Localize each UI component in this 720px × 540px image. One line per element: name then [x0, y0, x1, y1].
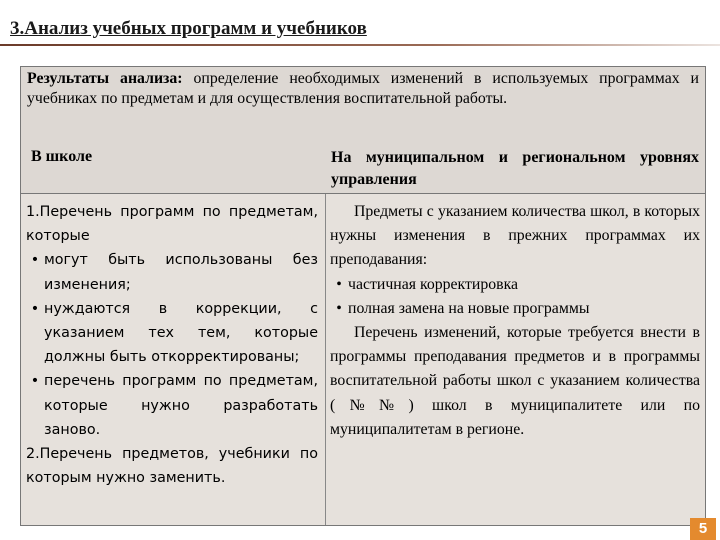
left-bullet-2 — [26, 297, 318, 370]
left-bullet-3-text: перечень программ по предметам, которые нужно разработать заново. — [44, 373, 318, 438]
title-underline-rule — [0, 44, 720, 46]
left-bullet-1-text: могут быть использованы без изменения; — [44, 252, 318, 293]
intro-label: Результаты анализа: — [27, 70, 183, 87]
left-item-1: 1.Перечень программ по предметам, которые — [26, 204, 318, 245]
left-bullet-3 — [26, 369, 318, 442]
intro-text — [27, 69, 699, 109]
table-header — [21, 67, 705, 194]
analysis-table — [20, 66, 706, 526]
table-body — [21, 194, 705, 525]
right-para-1: Предметы с указанием количества школ, в которых нужны изменения в прежних программах их преподавания: — [330, 203, 700, 269]
municipal-column — [330, 200, 700, 442]
intro-body: определение необходимых изменений в используемых программах и учебниках по предметам и для осуществления воспитательной работы. — [27, 70, 699, 107]
right-bullet-2-text: полная замена на новые программы — [348, 299, 590, 317]
right-bullet-1 — [330, 273, 700, 297]
school-column — [26, 200, 318, 490]
bullet-icon: • — [30, 252, 40, 269]
left-bullet-1 — [26, 248, 318, 296]
bullet-icon: • — [336, 275, 342, 293]
column-heading-school: В школе — [31, 148, 93, 165]
left-bullet-2-text: нуждаются в коррекции, с указанием тех тем, которые должны быть откорректированы; — [44, 300, 318, 366]
page-number-badge: 5 — [690, 518, 716, 540]
column-divider — [325, 194, 326, 525]
left-item-2: 2.Перечень предметов, учебники по которым нужно заменить. — [26, 446, 318, 487]
right-para-2: Перечень изменений, которые требуется внести в программы преподавания предметов и в программы воспитательной работы школ с указанием количества (№№) школ в муниципалитете или по муниципалитетам в регионе. — [330, 324, 700, 438]
bullet-icon: • — [30, 373, 40, 390]
right-bullet-2 — [330, 297, 700, 321]
right-bullet-1-text: частичная корректировка — [348, 275, 519, 293]
bullet-icon: • — [336, 299, 342, 317]
column-heading-municipal: На муниципальном и региональном уровнях управления — [331, 149, 699, 188]
slide-title: 3.Анализ учебных программ и учебников — [10, 18, 367, 39]
bullet-icon: • — [30, 300, 40, 317]
